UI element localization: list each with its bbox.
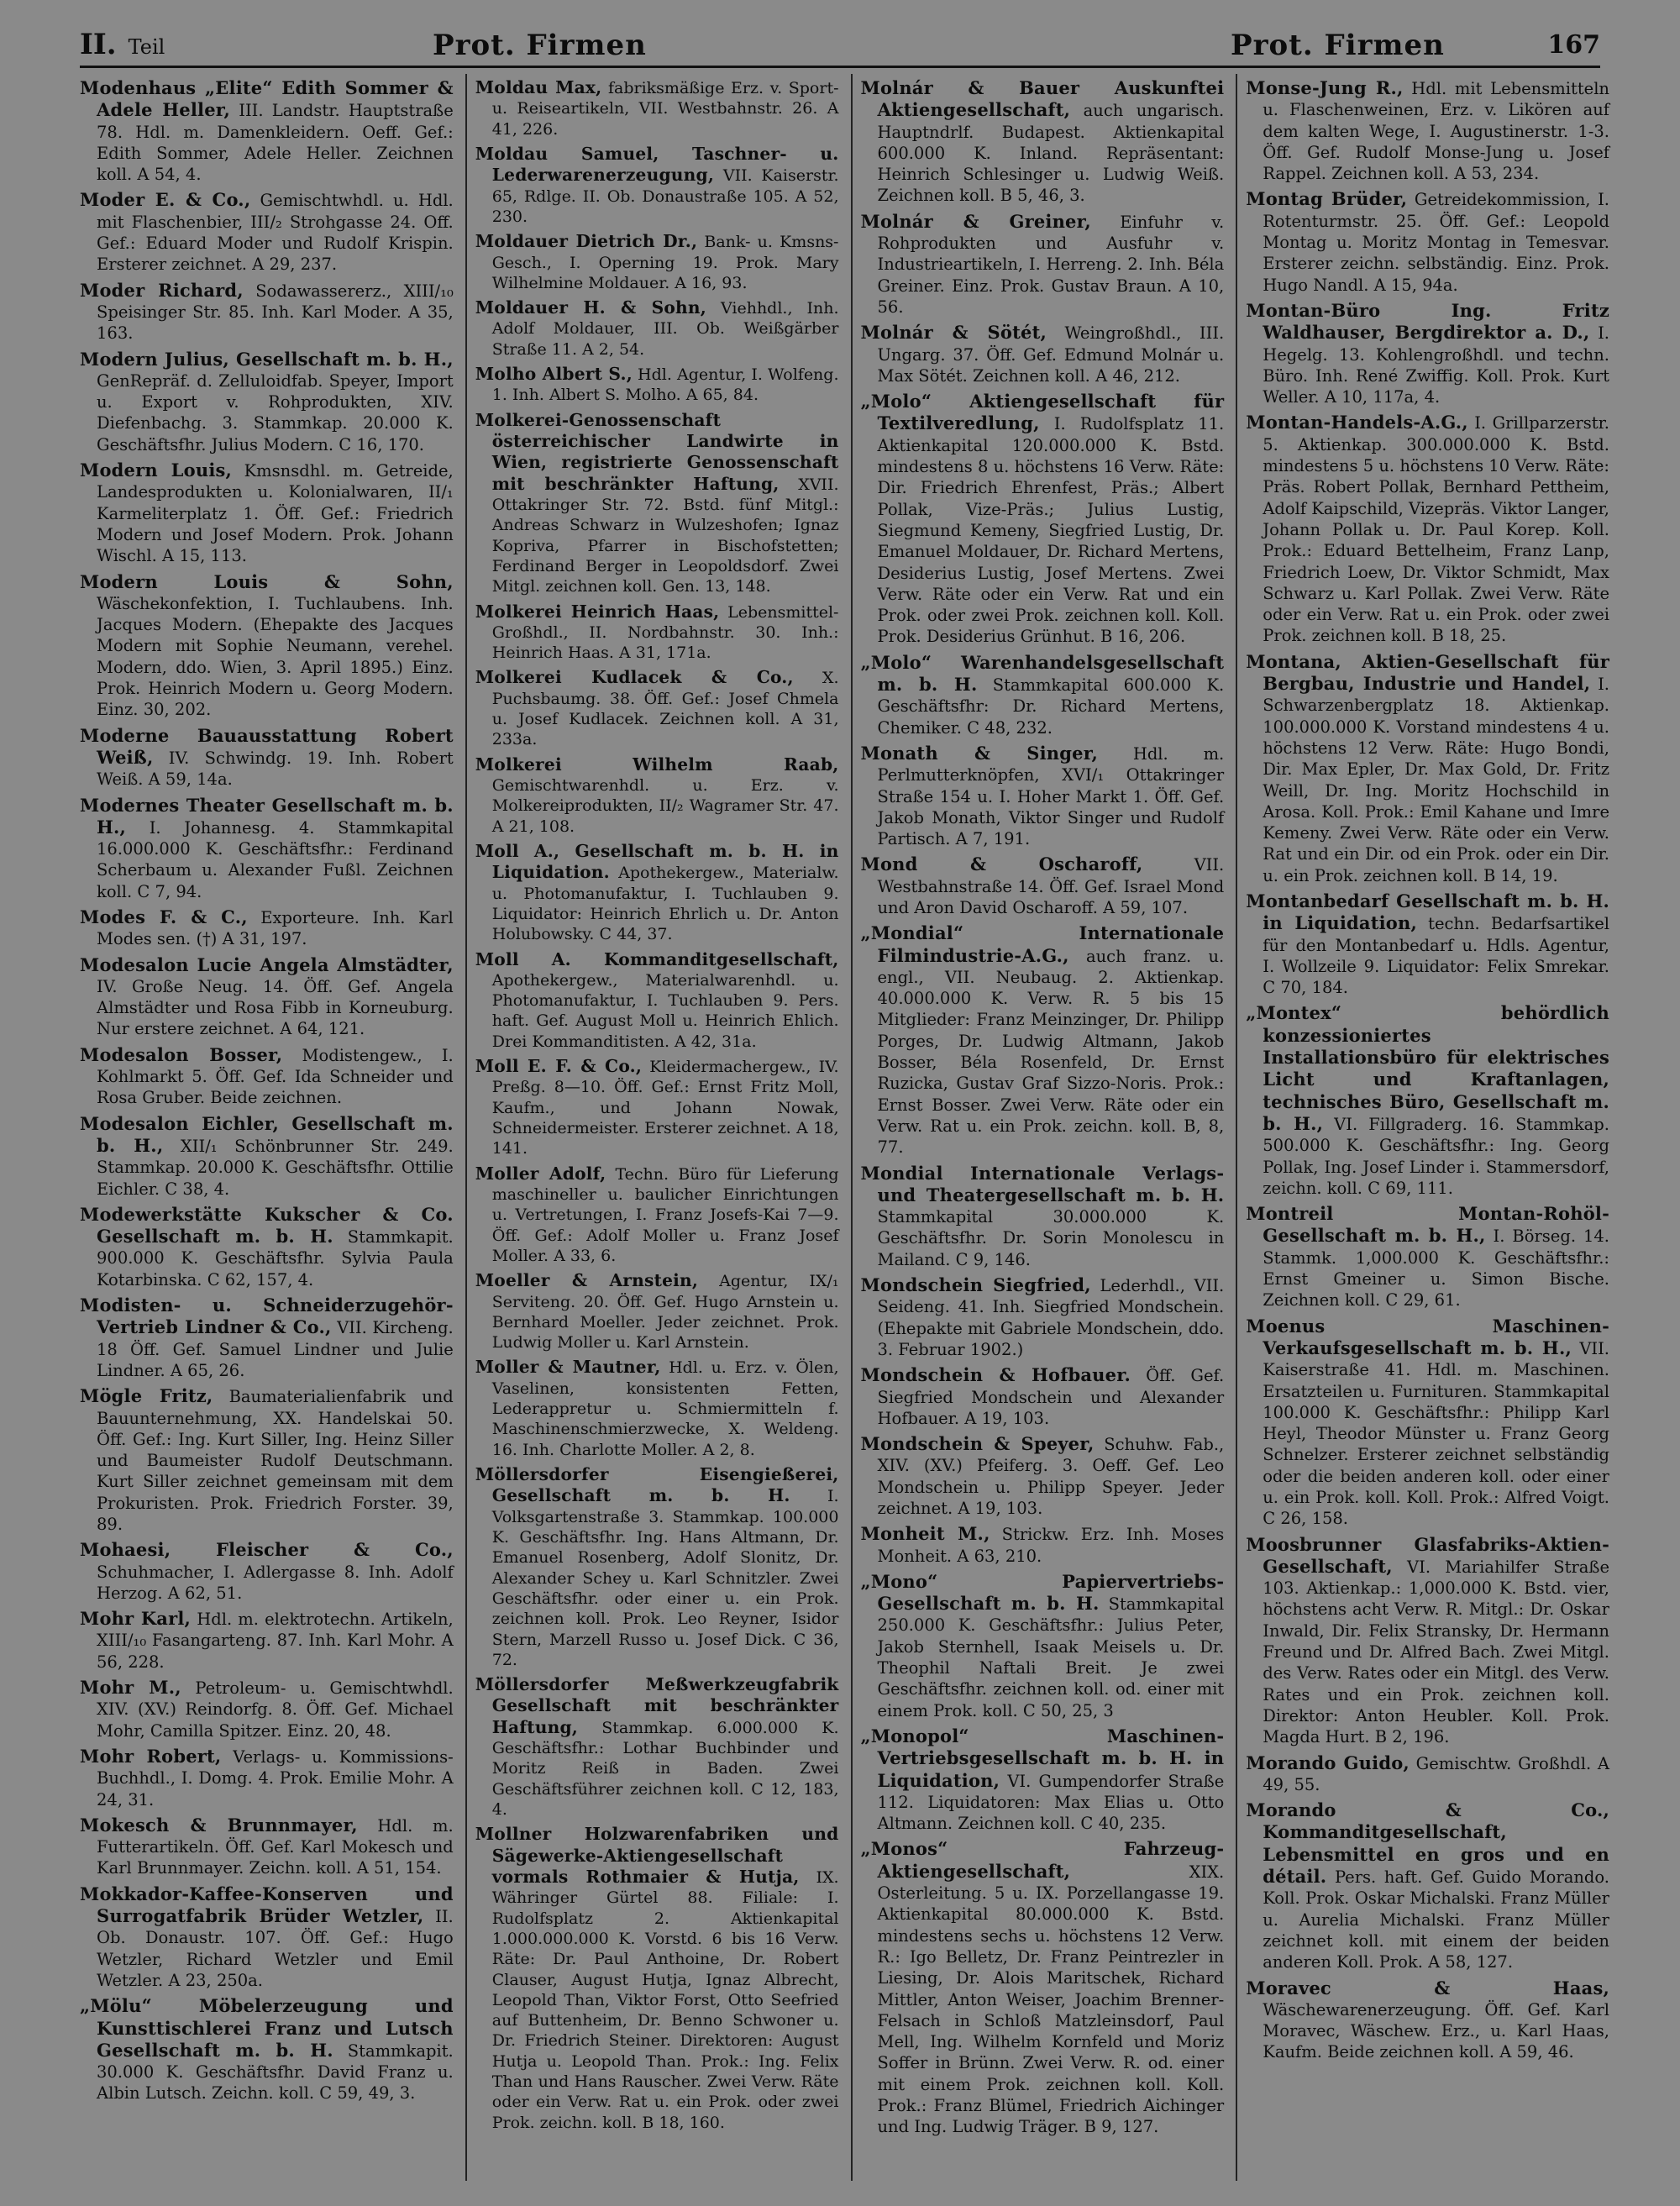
firm-name: „Mondial“ Internationale Filmindustrie-A.G., bbox=[860, 922, 1225, 966]
page-number: 167 bbox=[1547, 29, 1600, 60]
firm-details: I. Schwarzenbergplatz 18. Aktienkap. 100.000.000 K. Vorstand mindestens 4 u. höchstens 12 Verw. Räte: Hugo Bondi, Dir. Max Epler, Dr. Max Gold, Dr. Fritz Weill, Dr. Ing. Moritz Hochschild in Arosa. Koll. Prok.: Emil Kahane und Imre Kemeny. Zwei Verw. Räte oder ein Verw. Rat und ein Dir. od ein Prok. oder ein Dir. u. ein Prok. zeichnen koll. B 14, 19. bbox=[1263, 675, 1609, 885]
directory-entry bbox=[861, 743, 1225, 849]
firm-name: Mögle Fritz, bbox=[80, 1385, 213, 1407]
firm-details: I. Grillparzerstr. 5. Aktienkap. 300.000.000 K. Bstd. mindestens 5 u. höchstens 10 Verw. Räte: Präs. Robert Pollak, Bernhard Pettheim, Adolf Kaipschild, Vizepräs. Viktor Langer, Johann Pollak u. Dr. Paul Korep. Koll. Prok.: Eduard Bettelheim, Franz Lanp, Friedrich Loew, Dr. Viktor Schmidt, Max Schwarz u. Karl Pollak. Zwei Verw. Räte oder ein Verw. Rat u. ein Prok. oder zwei Prok. zeichnen koll. B 18, 25. bbox=[1263, 413, 1610, 646]
directory-entry bbox=[861, 854, 1225, 918]
directory-entry bbox=[1246, 1316, 1609, 1530]
firm-name: Molho Albert S., bbox=[475, 364, 633, 385]
firm-details: Schuhmacher, I. Adlergasse 8. Inh. Adolf Herzog. A 62, 51. bbox=[97, 1562, 454, 1603]
firm-details: Modistengew., I. Kohlmarkt 5. Öff. Gef. Ida Schneider und Rosa Gruber. Beide zeichnen. bbox=[97, 1045, 454, 1108]
firm-details: Techn. Büro für Lieferung maschineller u. baulicher Einrichtungen u. Vertretungen, I. Franz Josefs-Kai 7—9. Öff. Gef.: Adolf Moller u. Franz Josef Moller. A 33, 6. bbox=[491, 1164, 839, 1265]
directory-entry bbox=[1246, 1203, 1609, 1310]
directory-entry bbox=[80, 349, 454, 455]
firm-name: Moll A. Kommanditgesellschaft, bbox=[475, 948, 839, 969]
directory-entry bbox=[80, 1295, 454, 1381]
firm-name: Moll E. F. & Co., bbox=[475, 1056, 643, 1077]
directory-entry bbox=[861, 1838, 1225, 2137]
firm-details: Stammkapit. 30.000 K. Geschäftsfhr. David Franz u. Albin Lutsch. Zeichn. koll. C 59, 49, 3. bbox=[97, 2041, 454, 2104]
directory-entry bbox=[80, 1883, 454, 1991]
firm-name: Modern Julius, Gesellschaft m. b. H., bbox=[80, 348, 454, 370]
firm-name: Montag Brüder, bbox=[1246, 188, 1408, 210]
firm-details: Stammkapital 250.000 K. Geschäftsfhr.: Julius Peter, Jakob Sternhell, Isaak Meisels u. Dr. Theophil Naftali Breit. Je zwei Geschäftsfhr. zeichnen koll. od. einer mit einem Prok. koll. C 50, 25, 3 bbox=[877, 1594, 1225, 1720]
firm-details: Pers. haft. Gef. Guido Morando. Koll. Prok. Oskar Michalski. Franz Müller u. Aurelia Michalski. Franz Müller zeichnet koll. mit einem der beiden anderen Koll. Prok. A 58, 127. bbox=[1263, 1867, 1609, 1972]
firm-name: Mollner Holzwarenfabriken und Sägewerke-Aktiengesellschaft vormals Rothmaier & Hutja, bbox=[475, 1824, 839, 1887]
firm-name: Mohr Karl, bbox=[80, 1608, 192, 1630]
firm-details: Hdl. u. Erz. v. Ölen, Vaselinen, konsistenten Fetten, Lederappretur u. Schmiermitteln f. Maschinenschmierzwecke, X. Weldeng. 16. Inh. Charlotte Moller. A 2, 8. bbox=[491, 1358, 839, 1459]
directory-entry bbox=[861, 322, 1225, 386]
firm-name: „Montex“ behördlich konzessioniertes Installationsbüro für elektrisches Licht und Kraftanlagen, technisches Büro, Gesellschaft m. b. H., bbox=[1246, 1002, 1609, 1134]
directory-entry bbox=[475, 297, 839, 360]
firm-details: XIX. Osterleitung. 5 u. IX. Porzellangasse 19. Aktienkapital 80.000.000 K. Bstd. mindestens sechs u. höchstens 12 Verw. R.: Igo Belletz, Dr. Franz Peintrezler in Liesing, Dr. Alois Maritschek, Richard Mittler, Anton Weiser, Joachim Brenner-Felsach in Schloß Matzleinsdorf, Paul Mell, Ing. Wilhelm Kornfeld und Moriz Soffer in Brünn. Zwei Verw. R. od. einer mit einem Prok. zeichnen koll. Koll. Prok.: Franz Blümel, Friedrich Aichinger und Ing. Ludwig Träger. B 9, 127. bbox=[877, 1862, 1225, 2137]
firm-name: Monse-Jung R., bbox=[1246, 77, 1404, 98]
directory-entry bbox=[1246, 1978, 1609, 2063]
directory-entry bbox=[861, 1725, 1225, 1834]
firm-details: Agentur, IX/₁ Serviteng. 20. Öff. Gef. Hugo Arnstein u. Bernhard Moeller. Jeder zeichnet. Prok. Ludwig Moller u. Karl Arnstein. bbox=[491, 1272, 839, 1352]
firm-name: Mohr Robert, bbox=[80, 1745, 222, 1767]
firm-name: Möllersdorfer Eisengießerei, Gesellschaft m. b. H. bbox=[475, 1464, 839, 1506]
directory-entry bbox=[80, 280, 454, 344]
firm-details: VII. Kaiserstr. 65, Rdlge. II. Ob. Donaustraße 105. A 52, 230. bbox=[491, 166, 839, 226]
firm-details: I. Volksgartenstraße 3. Stammkap. 100.000 K. Geschäftsfhr. Ing. Hans Altmann, Dr. Emanuel Rosenberg, Adolf Slonitz, Dr. Alexander Schey u. Karl Schnitzler. Zwei Geschäftsfhr. oder einer u. ein Prok. zeichnen koll. Prok. Leo Reyner, Isidor Stern, Marzell Russo u. Josef Dick. C 36, 72. bbox=[491, 1487, 839, 1669]
firm-name: Modewerkstätte Kukscher & Co. Gesellschaft m. b. H. bbox=[80, 1203, 454, 1247]
directory-entry bbox=[1246, 300, 1609, 407]
firm-details: IX. Währinger Gürtel 88. Filiale: I. Rudolfsplatz 2. Aktienkapital 1.000.000.000 K. Vorstd. 6 bis 16 Verw. Räte: Dr. Paul Anthoine, Dr. Robert Clauser, August Hutja, Ignaz Albrecht, Leopold Than, Viktor Forst, Otto Seefried auf Buttenheim, Dr. Benno Schwoner u. Dr. Friedrich Steiner. Direktoren: August Hutja u. Leopold Than. Prok.: Ing. Felix Than und Hans Rauscher. Zwei Verw. Räte oder ein Verw. Rat u. ein Prok. oder zwei Prok. zeichn. koll. B 18, 160. bbox=[491, 1867, 839, 2132]
firm-name: Modesalon Lucie Angela Almstädter, bbox=[80, 953, 454, 975]
firm-details: II. Ob. Donaustr. 107. Öff. Gef.: Hugo Wetzler, Richard Wetzler und Emil Wetzler. A 23, 250a. bbox=[97, 1907, 454, 1990]
directory-entry bbox=[1246, 77, 1609, 184]
directory-entry bbox=[1246, 651, 1609, 886]
directory-entry bbox=[80, 189, 454, 275]
firm-name: Moderne Bauausstattung Robert Weiß, bbox=[80, 724, 454, 768]
firm-details: XVII. Ottakringer Str. 72. Bstd. fünf Mitgl.: Andreas Schwarz in Wulzeshofen; Ignaz Kopriva, Pfarrer in Bischofstetten; Ferdinand Berger in Leopoldsdorf. Zwei Mitgl. zeichnen koll. Gen. 13, 148. bbox=[491, 475, 839, 596]
firm-details: I. Hegelg. 13. Kohlengroßhdl. und techn. Büro. Inh. René Zwiffig. Koll. Prok. Kurt Weller. A 10, 117a, 4. bbox=[1263, 323, 1609, 407]
firm-name: Moll A., Gesellschaft m. b. H. in Liquidation. bbox=[475, 840, 839, 883]
firm-name: Molkerei-Genossenschaft österreichischer Landwirte in Wien, registrierte Genossenschaft mit beschränkter Haftung, bbox=[475, 409, 839, 494]
firm-name: Moldauer Dietrich Dr., bbox=[475, 231, 698, 252]
firm-name: „Molo“ Warenhandelsgesellschaft m. b. H. bbox=[860, 651, 1225, 696]
firm-details: Einfuhr v. Rohprodukten und Ausfuhr v. Industrieartikeln, I. Herreng. 2. Inh. Béla Greiner. Einz. Prok. Gustav Braun. A 10, 56. bbox=[877, 212, 1225, 317]
directory-entry bbox=[1246, 188, 1609, 295]
firm-details: Gemischtwhdl. u. Hdl. mit Flaschenbier, III/₂ Strohgasse 24. Off. Gef.: Eduard Moder und Rudolf Krispin. Ersterer zeichnet. A 29, 237. bbox=[97, 191, 454, 275]
firm-name: Molkerei Kudlacek & Co., bbox=[475, 667, 794, 688]
part-number: II. bbox=[80, 28, 117, 61]
firm-details: IV. Schwindg. 19. Inh. Robert Weiß. A 59, 14a. bbox=[97, 748, 454, 790]
firm-details: VII. Kaiserstraße 41. Hdl. m. Maschinen. Ersatzteilen u. Furnituren. Stammkapital 100.000 K. Geschäftsfhr.: Philipp Karl Heyl, Theodor Münster u. Franz Georg Schnelzer. Ersterer zeichnet selbständig oder die beiden anderen koll. oder einer u. ein Prok. koll. Koll. Prok.: Alfred Voigt. C 26, 158. bbox=[1263, 1338, 1609, 1529]
firm-name: „Monos“ Fahrzeug-Aktiengesellschaft, bbox=[860, 1838, 1225, 1882]
directory-entry bbox=[475, 949, 839, 1053]
directory-entry bbox=[80, 1677, 454, 1741]
firm-details: Lebensmittel-Großhdl., II. Nordbahnstr. 30. Inh.: Heinrich Haas. A 31, 171a. bbox=[491, 602, 839, 663]
firm-details: Schuhw. Fab., XIV. (XV.) Pfeiferg. 3. Oeff. Gef. Leo Mondschein u. Philipp Speyer. Jeder zeichnet. A 19, 103. bbox=[877, 1435, 1225, 1518]
firm-details: auch ungarisch. Hauptndrlf. Budapest. Aktienkapital 600.000 K. Inland. Repräsentant: Heinrich Schlesinger u. Ludwig Weiß. Zeichnen koll. B 5, 46, 3. bbox=[877, 101, 1225, 206]
firm-details: Hdl. Agentur, I. Wolfeng. 1. Inh. Albert S. Molho. A 65, 84. bbox=[491, 365, 839, 405]
firm-name: Montan-Büro Ing. Fritz Waldhauser, Bergdirektor a. D., bbox=[1246, 299, 1609, 344]
firm-name: Molnár & Greiner, bbox=[860, 210, 1091, 232]
firm-details: Sodawassererz., XIII/₁₀ Speisinger Str. 85. Inh. Karl Moder. A 35, 163. bbox=[97, 281, 454, 344]
directory-entry bbox=[80, 795, 454, 902]
directory-entry bbox=[1246, 412, 1609, 646]
directory-entry bbox=[861, 391, 1225, 648]
firm-name: Moldau Samuel, Taschner- u. Lederwarenerzeugung, bbox=[475, 143, 839, 186]
firm-details: Hdl. m. Perlmutterknöpfen, XVI/₁ Ottakringer Straße 154 u. I. Hoher Markt 1. Öff. Gef. Jakob Monath, Viktor Singer und Rudolf Partisch. A 7, 191. bbox=[877, 743, 1225, 849]
firm-name: Moldau Max, bbox=[475, 77, 602, 97]
firm-name: Moller Adolf, bbox=[475, 1163, 606, 1184]
firm-details: Lederhdl., VII. Seideng. 41. Inh. Siegfried Mondschein. (Ehepakte mit Gabriele Mondschein, ddo. 3. Februar 1902.) bbox=[877, 1276, 1225, 1359]
firm-details: auch franz. u. engl., VII. Neubaug. 2. Aktienkap. 40.000.000 K. Verw. R. 5 bis 15 Mitglieder: Franz Meinzinger, Dr. Philipp Porges, Dr. Ludwig Altmann, Jakob Bosser, Béla Rosenfeld, Dr. Ernst Ruzicka, Gustav Graf Sizzo-Noris. Prok.: Ernst Bosser. Zwei Verw. Räte oder ein Verw. Rat u. ein Prok. zeichn. koll. B, 8, 77. bbox=[877, 946, 1225, 1158]
directory-entry bbox=[861, 77, 1225, 207]
firm-details: VI. Mariahilfer Straße 103. Aktienkap.: 1,000.000 K. Bstd. vier, höchstens acht Verw. R. Mitgl.: Dr. Oskar Inwald, Dir. Felix Stransky, Dr. Hermann Freund und Dr. Alfred Bach. Zwei Mitgl. des Verw. Rates oder ein Mitgl. des Verw. Rates und ein Prok. zeichnen koll. Direktor: Anton Heubler. Koll. Prok. Magda Hurt. B 2, 196. bbox=[1263, 1557, 1609, 1747]
column-3 bbox=[851, 74, 1236, 2181]
firm-details: Hdl. m. Futterartikeln. Öff. Gef. Karl Mokesch und Karl Brunnmayer. Zeichn. koll. A 51, 154. bbox=[97, 1815, 454, 1878]
firm-details: fabriksmäßige Erz. v. Sport- u. Reiseartikeln, VII. Westbahnstr. 26. A 41, 226. bbox=[491, 79, 839, 139]
firm-name: „Mono“ Papiervertriebs-Gesellschaft m. b. H. bbox=[860, 1570, 1225, 1615]
directory-entry bbox=[475, 601, 839, 664]
directory-entry bbox=[475, 754, 839, 837]
firm-details: XII/₁ Schönbrunner Str. 249. Stammkap. 20.000 K. Geschäftsfhr. Ottilie Eichler. C 38, 4. bbox=[97, 1136, 454, 1199]
firm-name: Morando Guido, bbox=[1246, 1752, 1410, 1773]
firm-name: Mokesch & Brunnmayer, bbox=[80, 1814, 358, 1836]
directory-entry bbox=[861, 922, 1225, 1158]
directory-entry bbox=[80, 1539, 454, 1604]
firm-details: Kmsnsdhl. m. Getreide, Landesprodukten u. Kolonialwaren, II/₁ Karmeliterplatz 1. Öff. Gef.: Friedrich Modern und Josef Modern. Prok. Johann Wischl. A 15, 113. bbox=[97, 461, 454, 566]
firm-name: Monheit M., bbox=[860, 1523, 990, 1545]
firm-name: Moosbrunner Glasfabriks-Aktien-Gesellschaft, bbox=[1246, 1533, 1609, 1577]
firm-name: Modern Louis & Sohn, bbox=[80, 570, 454, 592]
firm-details: Stammkapital 30.000.000 K. Geschäftsfhr. Dr. Sorin Monolescu in Mailand. C 9, 146. bbox=[877, 1207, 1225, 1269]
directory-entry bbox=[1246, 1799, 1609, 1972]
directory-entry bbox=[80, 954, 454, 1040]
directory-entry bbox=[475, 410, 839, 597]
firm-details: Bank- u. Kmsns-Gesch., I. Operning 19. Prok. Mary Wilhelmine Moldauer. A 16, 93. bbox=[491, 233, 839, 292]
firm-details: Getreidekommission, I. Rotenturmstr. 25. Öff. Gef.: Leopold Montag u. Moritz Montag in Temesvar. Ersterer zeichn. selbständig. Einz. Prok. Hugo Nandl. A 15, 94a. bbox=[1263, 190, 1609, 295]
firm-details: GenRepräf. d. Zelluloidfab. Speyer, Import u. Export v. Rohprodukten, XIV. Diefenbachg. 3. Stammkap. 20.000 K. Geschäftsfhr. Julius Modern. C 16, 170. bbox=[97, 370, 454, 454]
directory-entry bbox=[80, 1044, 454, 1109]
directory-entry bbox=[475, 231, 839, 293]
directory-entry bbox=[80, 1746, 454, 1810]
firm-details: Apothekergew., Materialwarenhdl. u. Photomanufaktur, I. Tuchlauben 9. Pers. haft. Gef. August Moll u. Heinrich Ehlich. Drei Kommanditisten. A 42, 31a. bbox=[491, 970, 839, 1051]
firm-name: Mohaesi, Fleischer & Co., bbox=[80, 1539, 454, 1561]
firm-details: Stammkapit. 900.000 K. Geschäftsfhr. Sylvia Paula Kotarbinska. C 62, 157, 4. bbox=[97, 1227, 454, 1289]
firm-details: Apothekergew., Materialw. u. Photomanufaktur, I. Tuchlauben 9. Liquidator: Heinrich Ehrlich u. Dr. Anton Holubowsky. C 44, 37. bbox=[491, 864, 839, 944]
directory-entry bbox=[1246, 1002, 1609, 1199]
firm-details: Stammkapital 600.000 K. Geschäftsfhr: Dr. Richard Mertens, Chemiker. C 48, 232. bbox=[877, 675, 1225, 738]
directory-entry bbox=[475, 77, 839, 139]
firm-name: Moravec & Haas, bbox=[1246, 1977, 1609, 1999]
firm-details: Öff. Gef. Siegfried Mondschein und Alexander Hofbauer. A 19, 103. bbox=[877, 1366, 1225, 1428]
firm-name: Moder Richard, bbox=[80, 279, 244, 301]
firm-details: VII. Westbahnstraße 14. Öff. Gef. Israel Mond und Aron David Oscharoff. A 59, 107. bbox=[877, 855, 1225, 917]
running-title-right: Prot. Firmen bbox=[1231, 29, 1445, 62]
firm-details: techn. Bedarfsartikel für den Montanbedarf u. Hdls. Agentur, I. Wollzeile 9. Liquidator: Felix Smrekar. C 70, 184. bbox=[1263, 914, 1609, 998]
firm-name: Modisten- u. Schneiderzugehör-Vertrieb Lindner & Co., bbox=[80, 1295, 454, 1338]
firm-details: Verlags- u. Kommissions-Buchhdl., I. Domg. 4. Prok. Emilie Mohr. A 24, 31. bbox=[97, 1746, 454, 1809]
directory-entry bbox=[1246, 1752, 1609, 1796]
firm-name: Morando & Co., Kommanditgesellschaft, Lebensmittel en gros und en détail. bbox=[1246, 1799, 1609, 1888]
directory-entry bbox=[80, 1113, 454, 1200]
directory-entry bbox=[80, 1204, 454, 1290]
firm-name: Modes F. & C., bbox=[80, 906, 248, 927]
directory-entry bbox=[80, 725, 454, 790]
firm-details: Gemischtwarenhdl. u. Erz. v. Molkereiprodukten, II/₂ Wagramer Str. 47. A 21, 108. bbox=[491, 776, 839, 836]
column-2 bbox=[465, 74, 851, 2181]
firm-details: I. Johannesg. 4. Stammkapital 16.000.000 K. Geschäftsfhr.: Ferdinand Scherbaum u. Alexander Fußl. Zeichnen koll. C 7, 94. bbox=[97, 817, 454, 901]
firm-details: Stammkap. 6.000.000 K. Geschäftsfhr.: Lothar Buchbinder und Moritz Reiß in Baden. Zwei Geschäftsführer zeichnen koll. C 12, 183, 4. bbox=[491, 1718, 839, 1819]
firm-name: Molkerei Wilhelm Raab, bbox=[475, 754, 839, 775]
directory-entry bbox=[475, 1163, 839, 1267]
directory-entry bbox=[475, 1464, 839, 1670]
running-title-left: Prot. Firmen bbox=[433, 29, 647, 62]
directory-entry bbox=[861, 1571, 1225, 1721]
firm-name: Modern Louis, bbox=[80, 460, 233, 481]
directory-entry bbox=[475, 1824, 839, 2133]
firm-details: Baumaterialienfabrik und Bauunternehmung, XX. Handelskai 50. Öff. Gef.: Ing. Kurt Siller, Ing. Heinz Siller und Baumeister Rudolf Deutschmann. Kurt Siller zeichnet gemeinsam mit dem Prokuristen. Prok. Friedrich Forster. 39, 89. bbox=[97, 1387, 454, 1534]
firm-details: Strickw. Erz. Inh. Moses Monheit. A 63, 210. bbox=[877, 1525, 1225, 1566]
firm-name: Mondschein & Speyer, bbox=[860, 1433, 1095, 1455]
firm-details: III. Landstr. Hauptstraße 78. Hdl. m. Damenkleidern. Oeff. Gef.: Edith Sommer, Adele Heller. Zeichnen koll. A 54, 4. bbox=[97, 101, 454, 185]
directory-entry bbox=[80, 460, 454, 566]
directory-entry bbox=[475, 667, 839, 749]
directory-entry bbox=[475, 1357, 839, 1460]
directory-entry bbox=[475, 1270, 839, 1352]
firm-details: Gemischtw. Großhdl. A 49, 55. bbox=[1263, 1753, 1609, 1794]
firm-name: Montanbedarf Gesellschaft m. b. H. in Liquidation, bbox=[1246, 890, 1609, 934]
firm-details: Petroleum- u. Gemischtwhdl. XIV. (XV.) Reindorfg. 8. Öff. Gef. Michael Mohr, Camilla Spitzer. Einz. 20, 48. bbox=[97, 1678, 454, 1741]
firm-details: Hdl. mit Lebensmitteln u. Flaschenweinen, Erz. v. Likören auf dem kalten Wege, I. Augustinerstr. 1-3. Öff. Gef. Rudolf Monse-Jung u. Josef Rappel. Zeichnen koll. A 53, 234. bbox=[1263, 79, 1609, 184]
firm-name: Mond & Oscharoff, bbox=[860, 854, 1143, 875]
firm-name: „Monopol“ Maschinen-Vertriebsgesellschaft m. b. H. in Liquidation, bbox=[860, 1725, 1225, 1791]
firm-name: Moder E. & Co., bbox=[80, 189, 251, 211]
directory-entry bbox=[475, 841, 839, 945]
firm-name: Mondial Internationale Verlags- und Theatergesellschaft m. b. H. bbox=[860, 1162, 1225, 1205]
directory-entry bbox=[475, 1056, 839, 1159]
firm-details: VII. Kircheng. 18 Öff. Gef. Samuel Lindner und Julie Lindner. A 65, 26. bbox=[97, 1318, 454, 1380]
firm-details: X. Puchsbaumg. 38. Öff. Gef.: Josef Chmela u. Josef Kudlacek. Zeichnen koll. A 31, 233a. bbox=[491, 669, 839, 749]
firm-details: Viehhdl., Inh. Adolf Moldauer, III. Ob. Weißgärber Straße 11. A 2, 54. bbox=[491, 299, 839, 359]
part-label: Teil bbox=[128, 35, 165, 59]
firm-details: Kleidermachergew., IV. Preßg. 8—10. Öff. Gef.: Ernst Fritz Moll, Kaufm., und Johann Nowak, Schneidermeister. Ersterer zeichnet. A 18, 141. bbox=[491, 1058, 839, 1158]
firm-details: I. Rudolfsplatz 11. Aktienkapital 120.000.000 K. Bstd. mindestens 8 u. höchstens 16 Verw. Räte: Dir. Friedrich Ehrenfest, Präs.; Albert Pollak, Vize-Präs.; Julius Lustig, Siegmund Kemeny, Siegfried Lustig, Dr. Emanuel Moldauer, Dr. Richard Mertens, Desiderius Lustig, Josef Mertens. Zwei Verw. Räte oder ein Verw. Rat und ein Prok. oder zwei Prok. zeichnen koll. Koll. Prok. Desiderius Grünhut. B 16, 206. bbox=[877, 414, 1225, 647]
header-left bbox=[80, 28, 165, 61]
firm-name: Moenus Maschinen-Verkaufsgesellschaft m. b. H., bbox=[1246, 1315, 1609, 1358]
directory-entry bbox=[80, 906, 454, 950]
directory-entry bbox=[861, 652, 1225, 738]
firm-name: „Mölu“ Möbelerzeugung und Kunsttischlerei Franz und Lutsch Gesellschaft m. b. H. bbox=[80, 1995, 454, 2061]
directory-entry bbox=[80, 1608, 454, 1673]
firm-details: I. Börseg. 14. Stammk. 1,000.000 K. Geschäftsfhr.: Ernst Gmeiner u. Simon Bische. Zeichnen koll. C 29, 61. bbox=[1263, 1226, 1610, 1310]
firm-name: Mokkador-Kaffee-Konserven und Surrogatfabrik Brüder Wetzler, bbox=[80, 1883, 454, 1927]
firm-name: Montreil Montan-Rohöl-Gesellschaft m. b. H., bbox=[1246, 1203, 1609, 1247]
column-1 bbox=[80, 74, 465, 2181]
firm-name: Molkerei Heinrich Haas, bbox=[475, 601, 720, 622]
firm-details: Weingroßhdl., III. Ungarg. 37. Öff. Gef. Edmund Molnár u. Max Sötét. Zeichnen koll. A 46, 212. bbox=[877, 323, 1225, 386]
firm-name: „Molo“ Aktiengesellschaft für Textilveredlung, bbox=[860, 391, 1225, 434]
directory-entry bbox=[475, 1674, 839, 1820]
directory-entry bbox=[861, 1523, 1225, 1567]
firm-name: Molnár & Bauer Auskunftei Aktiengesellschaft, bbox=[860, 77, 1225, 121]
firm-details: Wäschewarenerzeugung. Öff. Gef. Karl Moravec, Wäschew. Erz., u. Karl Haas, Kaufm. Beide zeichnen koll. A 59, 46. bbox=[1263, 1999, 1609, 2062]
column-4 bbox=[1236, 74, 1621, 2181]
directory-entry bbox=[80, 571, 454, 721]
directory-entry bbox=[1246, 1534, 1609, 1748]
directory-entry bbox=[861, 1433, 1225, 1519]
directory-entry bbox=[80, 1815, 454, 1879]
firm-name: Molnár & Sötét, bbox=[860, 322, 1047, 344]
firm-name: Mondschein Siegfried, bbox=[860, 1274, 1091, 1296]
firm-name: Mohr M., bbox=[80, 1677, 181, 1699]
firm-name: Montan-Handels-A.G., bbox=[1246, 412, 1468, 433]
firm-name: Möllersdorfer Meßwerkzeugfabrik Gesellschaft mit beschränkter Haftung, bbox=[475, 1674, 839, 1737]
directory-columns bbox=[80, 74, 1621, 2181]
directory-entry bbox=[861, 1163, 1225, 1270]
firm-name: Montana, Aktien-Gesellschaft für Bergbau, Industrie und Handel, bbox=[1246, 650, 1609, 695]
firm-name: Modenhaus „Elite“ Edith Sommer & Adele Heller, bbox=[80, 77, 454, 121]
firm-name: Modesalon Eichler, Gesellschaft m. b. H., bbox=[80, 1112, 454, 1156]
firm-name: Moller & Mautner, bbox=[475, 1357, 661, 1378]
directory-entry bbox=[475, 144, 839, 227]
firm-details: Exporteure. Inh. Karl Modes sen. (†) A 31, 197. bbox=[97, 907, 454, 949]
firm-name: Mondschein & Hofbauer. bbox=[860, 1364, 1131, 1386]
firm-details: Hdl. m. elektrotechn. Artikeln, XIII/₁₀ Fasangarteng. 87. Inh. Karl Mohr. A 56, 228. bbox=[97, 1610, 454, 1672]
firm-name: Modesalon Bosser, bbox=[80, 1043, 283, 1065]
firm-name: Moeller & Arnstein, bbox=[475, 1270, 699, 1291]
firm-name: Moldauer H. & Sohn, bbox=[475, 297, 707, 318]
firm-name: Monath & Singer, bbox=[860, 742, 1098, 764]
firm-details: VI. Fillgraderg. 16. Stammkap. 500.000 K. Geschäftsfhr.: Ing. Georg Pollak, Ing. Josef Linder i. Stammersdorf, zeichn. koll. C 69, 111. bbox=[1263, 1114, 1609, 1198]
directory-entry bbox=[80, 1385, 454, 1535]
directory-entry bbox=[475, 364, 839, 406]
firm-name: Modernes Theater Gesellschaft m. b. H., bbox=[80, 794, 454, 838]
directory-entry bbox=[80, 77, 454, 185]
firm-details: IV. Große Neug. 14. Öff. Gef. Angela Almstädter und Rosa Fibb in Korneuburg. Nur erstere zeichnet. A 64, 121. bbox=[97, 976, 454, 1039]
firm-details: VI. Gumpendorfer Straße 112. Liquidatoren: Max Elias u. Otto Altmann. Zeichnen koll. C 40, 235. bbox=[877, 1771, 1225, 1834]
directory-entry bbox=[1246, 890, 1609, 998]
firm-details: Wäschekonfektion, I. Tuchlaubens. Inh. Jacques Modern. (Ehepakte des Jacques Modern mit Sophie Neumann, verehel. Modern, ddo. Wien, 3. April 1895.) Einz. Prok. Heinrich Modern u. Georg Modern. Einz. 30, 202. bbox=[97, 593, 454, 720]
directory-entry bbox=[861, 1364, 1225, 1429]
directory-entry bbox=[80, 1995, 454, 2104]
directory-entry bbox=[861, 211, 1225, 318]
page-header bbox=[80, 24, 1600, 68]
directory-entry bbox=[861, 1274, 1225, 1360]
